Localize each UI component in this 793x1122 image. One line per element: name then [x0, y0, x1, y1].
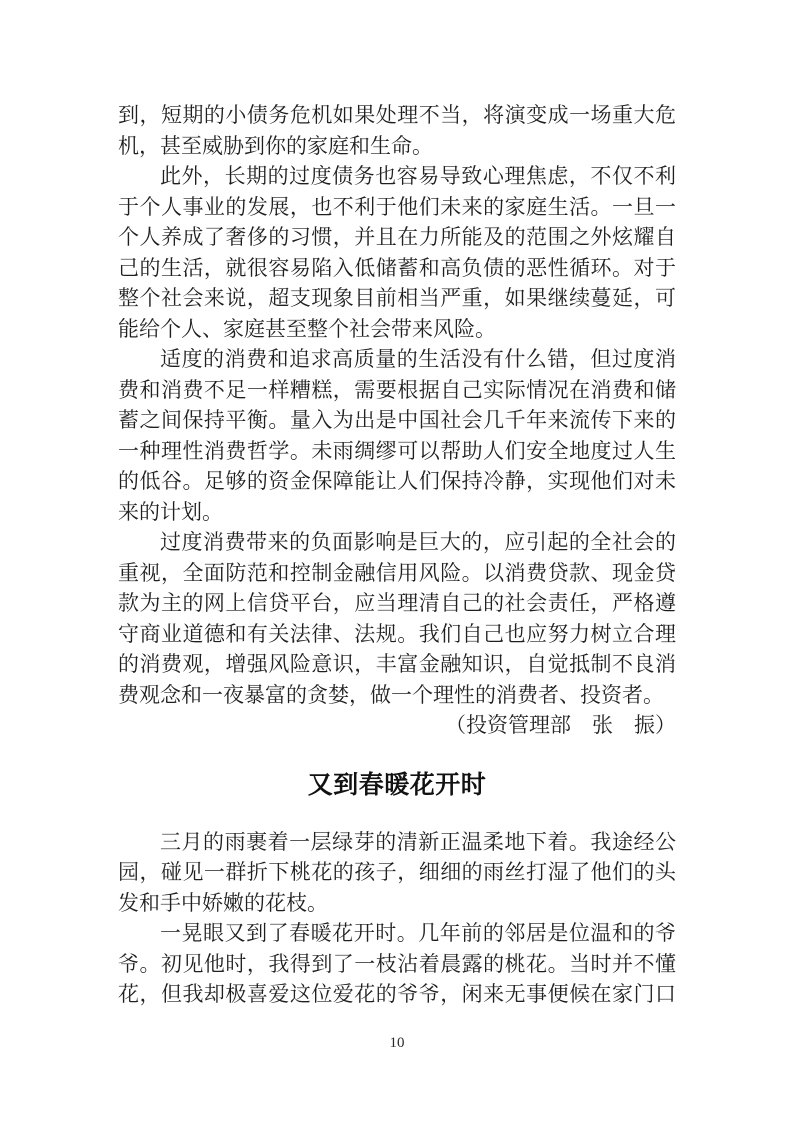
article-spring-blossom	[118, 827, 676, 1010]
text-line: 的低谷。足够的资金保障能让人们保持冷静，实现他们对未	[118, 469, 676, 493]
text-line: 重视，全面防范和控制金融信用风险。以消费贷款、现金贷	[118, 560, 676, 585]
article2-body	[118, 827, 676, 1010]
text-line: 款为主的网上信贷平台，应当理清自己的社会责任，严格遵	[118, 591, 676, 615]
text-line: 于个人事业的发展，也不利于他们未来的家庭生活。一旦一	[118, 194, 676, 219]
text-line: 发和手中娇嫩的花枝。	[118, 890, 328, 915]
text-line: 一种理性消费哲学。未雨绸缪可以帮助人们安全地度过人生	[118, 438, 676, 463]
text-line: 个人养成了奢侈的习惯，并且在力所能及的范围之外炫耀自	[118, 225, 676, 249]
article2-title: 又到春暖花开时	[307, 770, 487, 799]
text-line: （投资管理部 张 振）	[445, 713, 676, 737]
text-line: 守商业道德和有关法律、法规。我们自己也应努力树立合理	[118, 621, 676, 646]
text-line: 费观念和一夜暴富的贪婪，做一个理性的消费者、投资者。	[118, 682, 664, 707]
text-line: 来的计划。	[118, 499, 223, 524]
text-line: 此外，长期的过度债务也容易导致心理焦虑，不仅不利	[160, 164, 676, 188]
article-rational-consumption	[118, 100, 676, 741]
text-line: 一晃眼又到了春暖花开时。几年前的邻居是位温和的爷	[160, 921, 676, 945]
text-line: 到，短期的小债务危机如果处理不当，将演变成一场重大危	[118, 103, 676, 127]
text-line: 费和消费不足一样糟糕，需要根据自己实际情况在消费和储	[118, 377, 676, 402]
text-line: 花，但我却极喜爱这位爱花的爷爷，闲来无事便候在家门口	[118, 982, 676, 1006]
page-content	[118, 100, 676, 1053]
text-line: 园，碰见一群折下桃花的孩子，细细的雨丝打湿了他们的头	[118, 860, 676, 884]
text-line: 己的生活，就很容易陷入低储蓄和高负债的恶性循环。对于	[118, 255, 676, 280]
text-line: 三月的雨裹着一层绿芽的清新正温柔地下着。我途经公	[160, 829, 676, 854]
text-line: 爷。初见他时，我得到了一枝沾着晨露的桃花。当时并不懂	[118, 951, 676, 976]
text-line: 适度的消费和追求高质量的生活没有什么错，但过度消	[160, 347, 676, 371]
text-line: 的消费观，增强风险意识，丰富金融知识，自觉抵制不良消	[118, 652, 676, 676]
page-number: 10	[389, 1034, 405, 1051]
text-line: 蓄之间保持平衡。量入为出是中国社会几千年来流传下来的	[118, 408, 676, 432]
text-line: 过度消费带来的负面影响是巨大的，应引起的全社会的	[160, 530, 676, 554]
article1-body	[118, 100, 676, 741]
text-line: 机，甚至威胁到你的家庭和生命。	[118, 133, 433, 158]
text-line: 整个社会来说，超支现象目前相当严重，如果继续蔓延，可	[118, 286, 676, 310]
text-line: 能给个人、家庭甚至整个社会带来风险。	[118, 316, 496, 341]
